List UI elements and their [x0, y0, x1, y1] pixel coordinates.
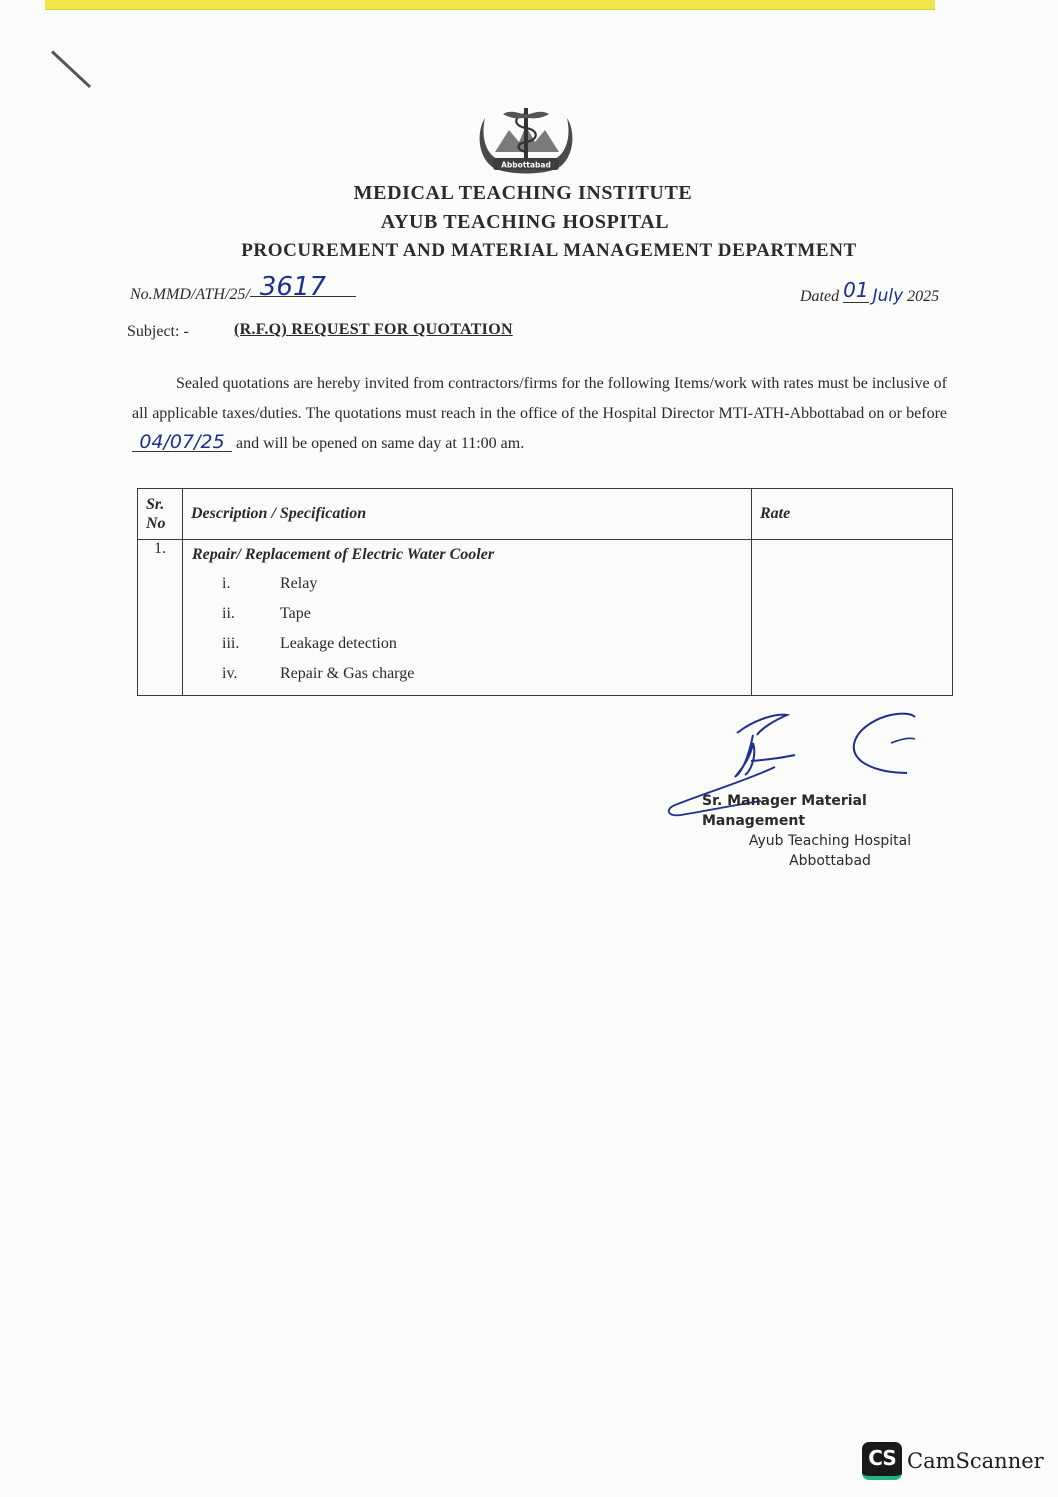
paragraph-text-part1: Sealed quotations are hereby invited from contractors/firms for the following Items/work with rates must be inclusive of all applicable taxes/duties. The quotations must reach in the office of the Hospital Director MTI-ATH-Abbottabad on or before: [132, 375, 947, 422]
camscanner-logo-icon: CS: [862, 1442, 902, 1480]
subject-text: (R.F.Q) REQUEST FOR QUOTATION: [234, 321, 513, 338]
handwritten-deadline-date: 04/07/25: [132, 433, 232, 452]
hospital-logo-icon: [473, 100, 579, 180]
list-item: i. Relay: [222, 575, 318, 592]
subject-label: Subject: -: [127, 323, 189, 340]
item-title: Repair/ Replacement of Electric Water Cooler: [192, 546, 495, 563]
list-item: ii. Tape: [222, 605, 311, 622]
hospital-name: AYUB TEACHING HOSPITAL: [380, 211, 670, 233]
document-date: [800, 278, 940, 307]
invitation-paragraph: [132, 369, 947, 459]
list-item: iv. Repair & Gas charge: [222, 665, 415, 682]
handwritten-day: 01: [843, 278, 869, 302]
department-name: PROCUREMENT AND MATERIAL MANAGEMENT DEPARTMENT: [241, 240, 857, 261]
row-rate: [752, 540, 953, 696]
handwritten-month: July: [872, 286, 904, 306]
reference-number: [130, 272, 356, 304]
list-item: iii. Leakage detection: [222, 635, 397, 652]
header-rate: Rate: [752, 489, 953, 540]
table-row: [138, 540, 953, 696]
signatory-block: [700, 791, 960, 871]
date-prefix: Dated: [800, 288, 840, 305]
signatory-organization: Ayub Teaching Hospital: [748, 833, 912, 849]
signatory-city: Abbottabad: [789, 853, 871, 869]
corner-pen-mark: [51, 50, 91, 88]
row-sr-number: 1.: [138, 540, 183, 696]
row-description: [183, 540, 752, 696]
signatory-title: Sr. Manager Material Management: [702, 793, 867, 829]
handwritten-reference-number: 3617: [250, 278, 356, 297]
top-yellow-strip: [45, 0, 935, 10]
header-sr-no: Sr. No: [138, 489, 183, 540]
quotation-table: [137, 488, 953, 696]
camscanner-watermark: CamScanner: [907, 1449, 1044, 1473]
date-year: 2025: [907, 288, 940, 305]
header-description: Description / Specification: [183, 489, 752, 540]
institute-name: MEDICAL TEACHING INSTITUTE: [353, 182, 693, 204]
paragraph-text-part2: and will be opened on same day at 11:00 am.: [236, 435, 525, 452]
table-header-row: [138, 489, 953, 540]
reference-prefix: No.MMD/ATH/25/: [130, 286, 250, 303]
logo-caption: Abbottabad: [501, 160, 551, 170]
